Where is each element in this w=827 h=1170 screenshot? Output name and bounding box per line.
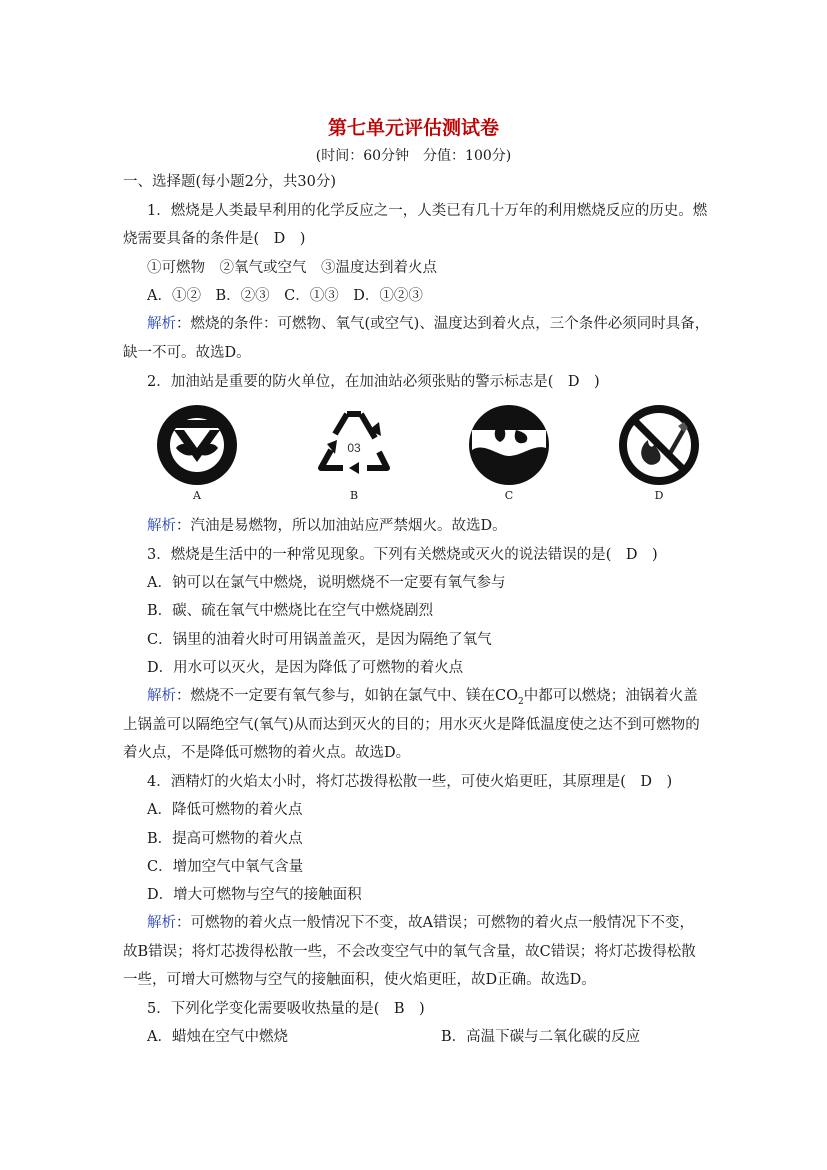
analysis-label: 解析	[147, 518, 176, 534]
analysis-label: 解析	[147, 316, 176, 332]
q4-option-d: D．增大可燃物与空气的接触面积	[147, 887, 362, 903]
q3-analysis-line2: 上锅盖可以隔绝空气(氧气)从而达到灭火的目的；用水灭火是降低温度使之达不到可燃物的	[123, 717, 700, 733]
q2-analysis: 解析：汽油是易燃物，所以加油站应严禁烟火。故选D。	[147, 518, 507, 534]
section-heading: 一、选择题(每小题2分，共30分)	[123, 174, 336, 190]
q3-analysis-line3: 着火点，不是降低可燃物的着火点。故选D。	[123, 745, 411, 761]
analysis-label: 解析	[147, 688, 176, 704]
q3-stem: 3．燃烧是生活中的一种常见现象。下列有关燃烧或灭火的说法错误的是( D )	[147, 547, 658, 563]
q1-conditions: ①可燃物 ②氧气或空气 ③温度达到着火点	[147, 260, 437, 276]
water-saving-icon	[464, 400, 554, 490]
q1-stem-line1: 1．燃烧是人类最早利用的化学反应之一，人类已有几十万年的利用燃烧反应的历史。燃	[147, 203, 708, 219]
page-subtitle: (时间：60分钟 分值：100分)	[315, 148, 512, 164]
symbol-label-a: A	[193, 489, 201, 502]
q1-analysis-line1: 解析：燃烧的条件：可燃物、氧气(或空气)、温度达到着火点，三个条件必须同时具备，	[147, 316, 710, 332]
symbol-label-b: B	[349, 489, 359, 502]
q4-analysis-line1: 解析：可燃物的着火点一般情况下不变，故A错误；可燃物的着火点一般情况下不变，	[147, 915, 694, 931]
q4-option-b: B．提高可燃物的着火点	[147, 831, 303, 847]
q4-option-a: A．降低可燃物的着火点	[147, 802, 303, 818]
no-fire-icon	[614, 400, 704, 490]
q5-option-a: A．蜡烛在空气中燃烧	[147, 1029, 288, 1045]
q5-option-b: B．高温下碳与二氧化碳的反应	[441, 1029, 641, 1045]
q3-option-b: B．碳、硫在氧气中燃烧比在空气中燃烧剧烈	[147, 603, 434, 619]
symbol-label-d: D	[654, 489, 664, 502]
q5-stem: 5．下列化学变化需要吸收热量的是( B )	[147, 1001, 425, 1017]
analysis-label: 解析	[147, 915, 176, 931]
energy-saving-icon	[152, 400, 242, 490]
q1-options: A．①② B．②③ C．①③ D．①②③	[147, 288, 423, 304]
q1-stem-line2: 烧需要具备的条件是( D )	[123, 231, 306, 247]
q4-analysis-line2: 故B错误；将灯芯拨得松散一些，不会改变空气中的氧气含量，故C错误；将灯芯拨得松散	[123, 944, 696, 960]
recycling-icon	[309, 400, 399, 490]
recycling-code: 03	[347, 441, 361, 455]
q3-option-a: A．钠可以在氯气中燃烧，说明燃烧不一定要有氧气参与	[147, 575, 506, 591]
q4-stem: 4．酒精灯的火焰太小时，将灯芯拨得松散一些，可使火焰更旺，其原理是( D )	[147, 774, 673, 790]
q3-option-c: C．锅里的油着火时可用锅盖盖灭，是因为隔绝了氧气	[147, 632, 492, 648]
page-title: 第七单元评估测试卷	[327, 117, 499, 139]
q4-analysis-line3: 一些，可增大可燃物与空气的接触面积，使火焰更旺，故D正确。故选D。	[123, 972, 596, 988]
q1-analysis-line2: 缺一不可。故选D。	[123, 345, 251, 361]
q2-stem: 2．加油站是重要的防火单位，在加油站必须张贴的警示标志是( D )	[147, 374, 600, 390]
q3-option-d: D．用水可以灭火，是因为降低了可燃物的着火点	[147, 660, 464, 676]
q4-option-c: C．增加空气中氧气含量	[147, 859, 304, 875]
q3-analysis-line1: 解析：燃烧不一定要有氧气参与，如钠在氯气中、镁在$CO_2$中都可以燃烧；油锅着火盖	[147, 688, 698, 707]
symbol-label-c: C	[504, 489, 514, 502]
